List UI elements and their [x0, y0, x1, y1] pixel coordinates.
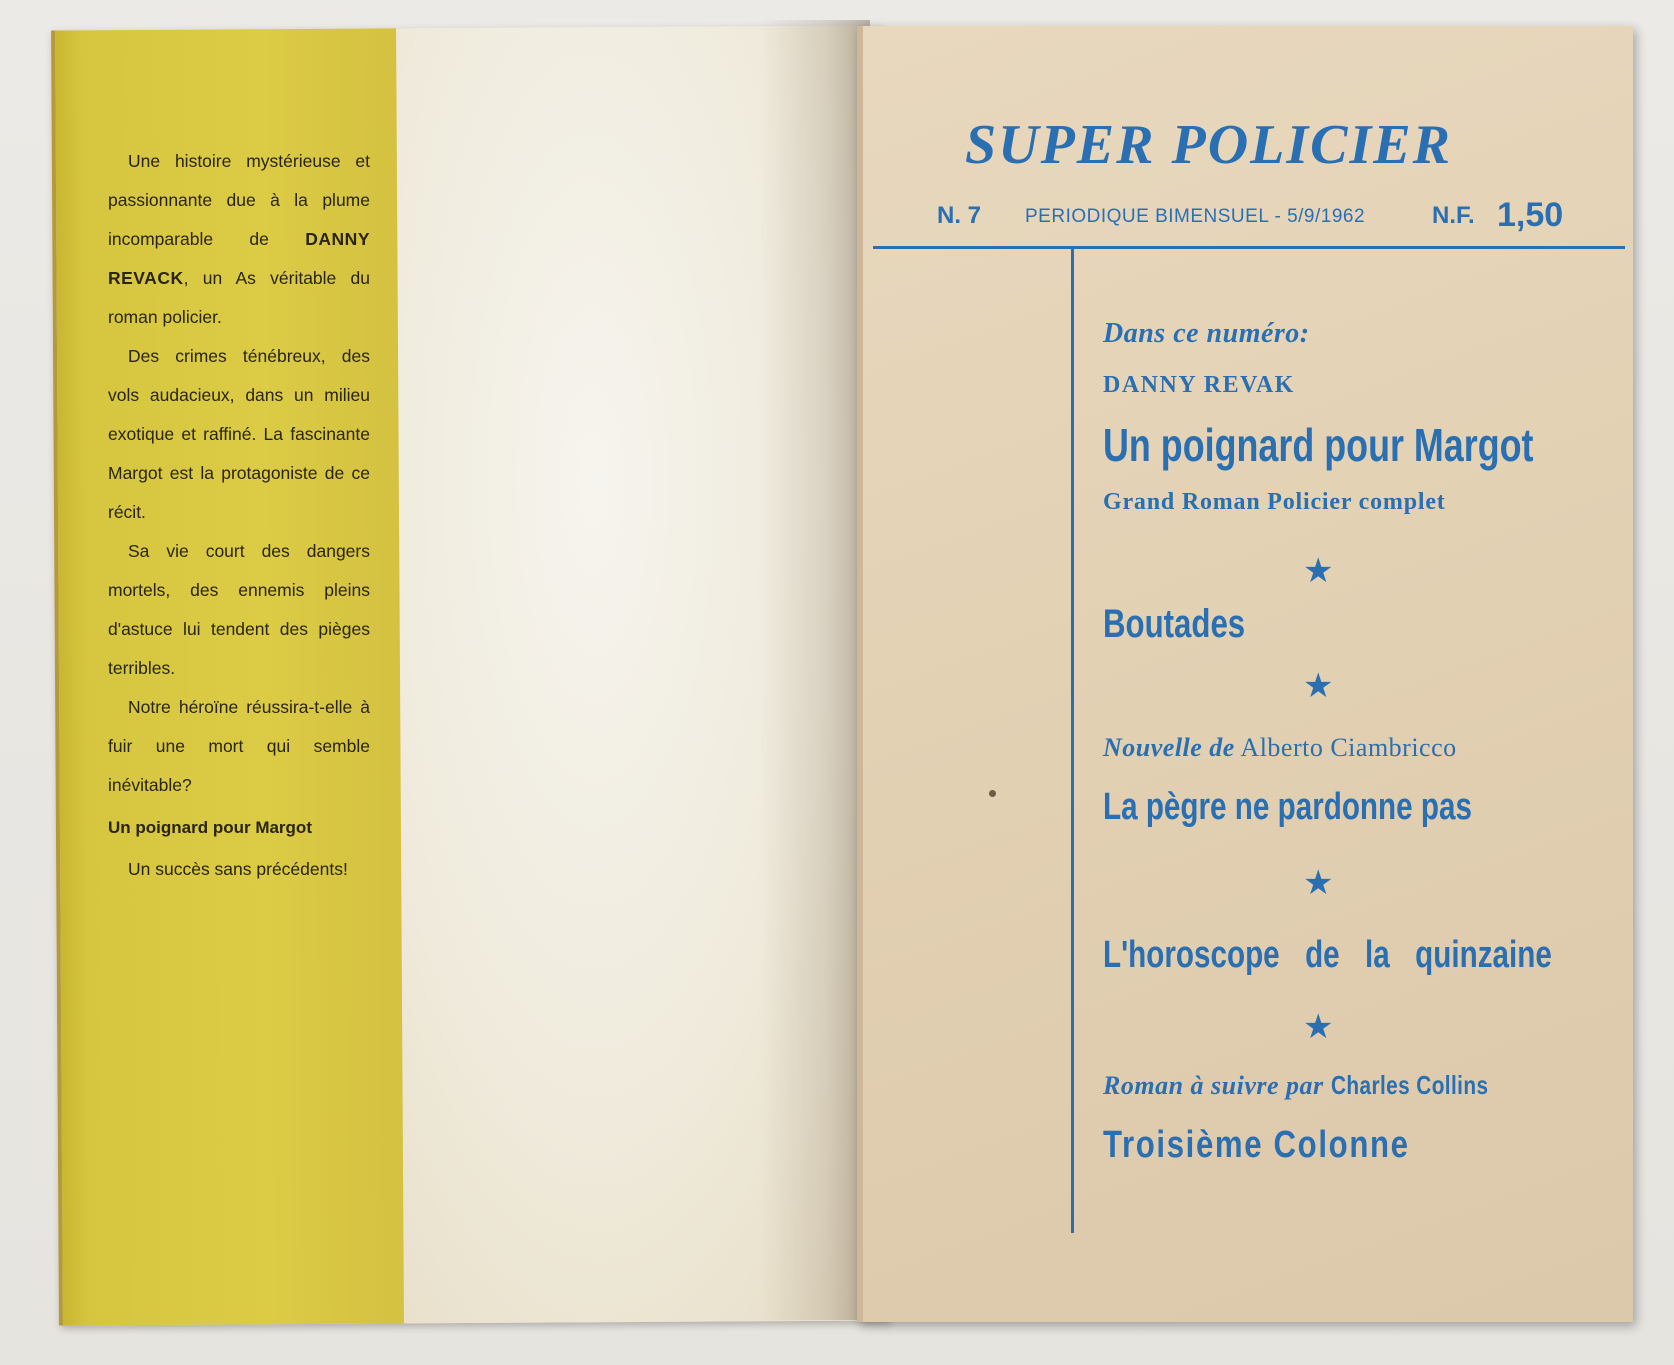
blurb-paragraph-3: Sa vie court des dangers mortels, des ennemis pleins d'astuce lui tendent des pièges terribles.	[108, 541, 370, 678]
paper-speck	[989, 790, 996, 797]
back-cover-blurb	[108, 142, 370, 889]
blurb-paragraph-2: Des crimes ténébreux, des vols audacieux, dans un milieu exotique et raffiné. La fascinante Margot est la protagoniste de ce récit.	[108, 346, 370, 522]
spine-shadow	[760, 20, 870, 1320]
price-label: N.F.	[1432, 202, 1475, 229]
issue-number: N. 7	[937, 202, 982, 229]
contents-author: DANNY REVAK	[1103, 372, 1295, 398]
periodicity-date: PERIODIQUE BIMENSUEL - 5/9/1962	[1025, 206, 1366, 227]
blurb-title: Un poignard pour Margot	[108, 818, 312, 837]
masthead: SUPER POLICIER	[965, 114, 1452, 176]
star-separator-icon: ★	[1303, 1007, 1334, 1047]
star-separator-icon: ★	[1303, 666, 1334, 706]
star-separator-icon: ★	[1303, 863, 1334, 903]
blurb-text: Une histoire mystérieuse et passionnante due à la plume incomparable de	[108, 151, 370, 249]
contents-story-title: La pègre ne pardonne pas	[1103, 786, 1472, 828]
contents-serial-byline	[1103, 1070, 1527, 1101]
serial-prefix: Roman à suivre par	[1103, 1071, 1324, 1100]
contents-main-subtitle: Grand Roman Policier complet	[1103, 489, 1446, 515]
contents-feature: Boutades	[1103, 602, 1246, 646]
contents-intro: Dans ce numéro:	[1103, 318, 1310, 349]
story-author: Alberto Ciambricco	[1240, 733, 1457, 762]
contents-horoscope: L'horoscope de la quinzaine	[1103, 934, 1552, 976]
blurb-paragraph-5: Un succès sans précédents!	[128, 859, 348, 879]
contents-main-title: Un poignard pour Margot	[1103, 419, 1534, 471]
story-prefix: Nouvelle de	[1103, 733, 1235, 762]
blurb-author: DANNY REVACK	[108, 229, 370, 288]
horizontal-rule	[873, 246, 1625, 249]
blurb-paragraph-1	[108, 142, 370, 337]
blurb-text: , un As véritable du roman policier.	[108, 268, 370, 327]
contents-serial-title: Troisième Colonne	[1103, 1124, 1410, 1166]
serial-author: Charles Collins	[1330, 1070, 1489, 1100]
star-separator-icon: ★	[1303, 551, 1334, 591]
vertical-rule	[1071, 248, 1074, 1233]
price-value: 1,50	[1497, 196, 1564, 234]
contents-story-byline	[1103, 733, 1457, 763]
blurb-paragraph-4: Notre héroïne réussira-t-elle à fuir une mort qui semble inévitable?	[108, 697, 370, 795]
